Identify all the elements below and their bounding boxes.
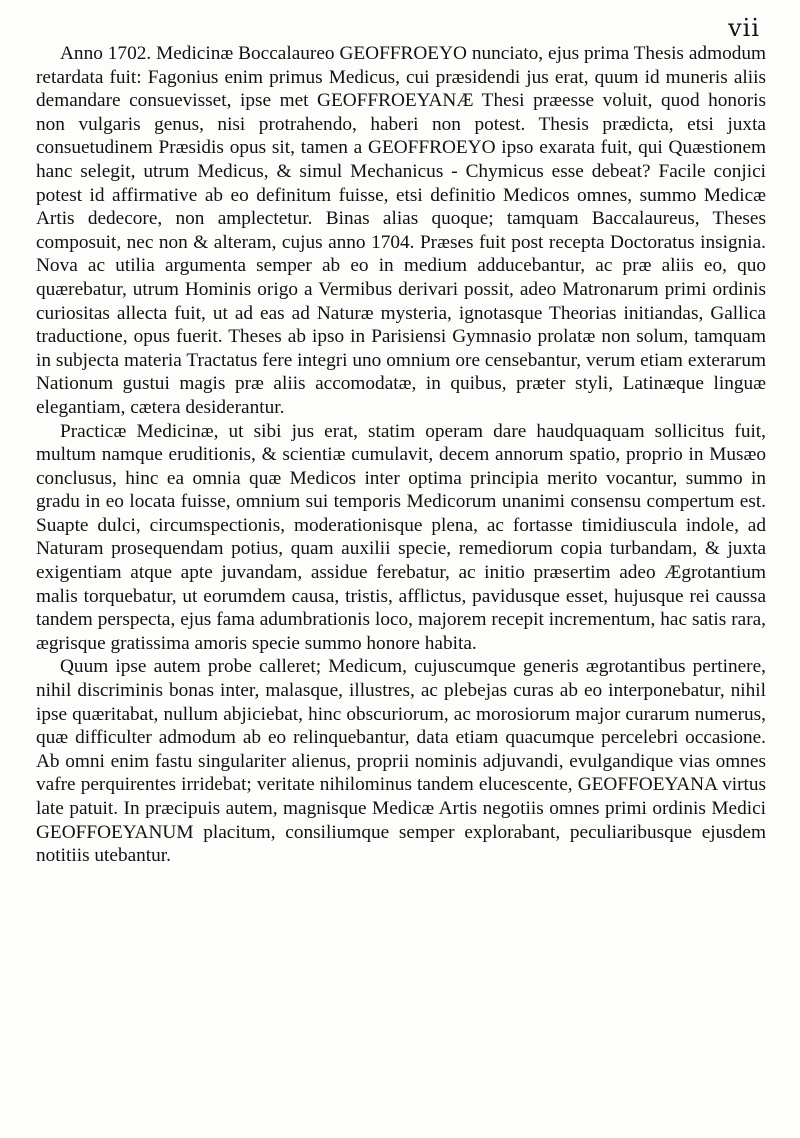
- paragraph-1: Anno 1702. Medicinæ Boccalaureo GEOFFROEYO nunciato, ejus prima Thesis admodum retardata fuit: Fagonius enim primus Medicus, cui præsidendi jus erat, quum id muneris aliis demandare consuevisset, ipse met GEOFFROEYANÆ Thesi præesse voluit, quod honoris non vulgaris genus, nisi protrahendo, haberi non potest. Thesis prædicta, etsi juxta consuetudinem Præsidis opus sit, tamen a GEOFFROEYO ipso exarata fuit, qui Quæstionem hanc selegit, utrum Medicus, & simul Mechanicus - Chymicus esse debeat? Facile conjici potest id affirmative ab eo definitum fuisse, etsi definitio Medicos omnes, summo Medicæ Artis dedecore, non amplectetur. Binas alias quoque; tamquam Baccalaureus, Theses composuit, nec non & alteram, cujus anno 1704. Præses fuit post recepta Doctoratus insignia. Nova ac utilia argumenta semper ab eo in medium adducebantur, ac præ aliis eo, quo quærebatur, utrum Hominis origo a Vermibus derivari possit, adeo Matronarum primi ordinis curiositas allecta fuit, ut ad eas ad Naturæ mysteria, ignotasque Theorias initiandas, Gallica traductione, opus fuerit. Theses ab ipso in Parisiensi Gymnasio prolatæ non solum, tamquam in subjecta materia Tractatus fere integri uno omnium ore censebantur, verum etiam exterarum Nationum gustui magis præ aliis accomodatæ, in quibus, præter styli, Latinæque linguæ elegantiam, cætera desiderantur.: [36, 43, 766, 418]
- body-text: [36, 42, 766, 868]
- paragraph-3: Quum ipse autem probe calleret; Medicum, cujuscumque generis ægrotantibus pertinere, nihil discriminis bonas inter, malasque, illustres, ac plebejas curas ab eo interponebatur, nihil ipse quæritabat, nullum abjiciebat, hinc obscuriorum, ac morosiorum major curarum numerus, quæ difficulter admodum ab eo relinquebantur, data etiam quacumque percelebri occasione. Ab omni enim fastu singulariter alienus, proprii nominis adjuvandi, evulgandique vias omnes vafre perquirentes irridebat; veritate nihilominus tandem elucescente, GEOFFOEYANA virtus late patuit. In præcipuis autem, magnisque Medicæ Artis negotiis omnes primi ordinis Medici GEOFFOEYANUM placitum, consiliumque semper explorabant, peculiaribusque ejusdem notitiis utebantur.: [36, 656, 766, 867]
- paragraph-2: Practicæ Medicinæ, ut sibi jus erat, statim operam dare haudquaquam sollicitus fuit, multum namque eruditionis, & scientiæ cumulavit, decem annorum spatio, proprio in Musæo conclusus, hinc ea omnia quæ Medicos inter optima principia merito vocantur, summo in gradu in eo locata fuisse, omnium sui temporis Medicorum unanimi consensu compertum est. Suapte dulci, circumspectionis, moderationisque plena, ac fortasse timidiuscula indole, ad Naturam prosequendam potius, quam auxilii specie, remediorum copia turbandam, & juxta exigentiam atque apte juvandam, assidue ferebatur, ac initio præsertim adeo Ægrotantium malis torquebatur, ut eorumdem causa, tristis, afflictus, pavidusque esset, hujusque rei caussa tandem perspecta, ejus fama adumbrationis loco, majorem recepit incrementum, hac satis rara, ægrisque gratissima amoris specie summo honore habita.: [36, 420, 766, 654]
- page-number: vii: [728, 14, 760, 42]
